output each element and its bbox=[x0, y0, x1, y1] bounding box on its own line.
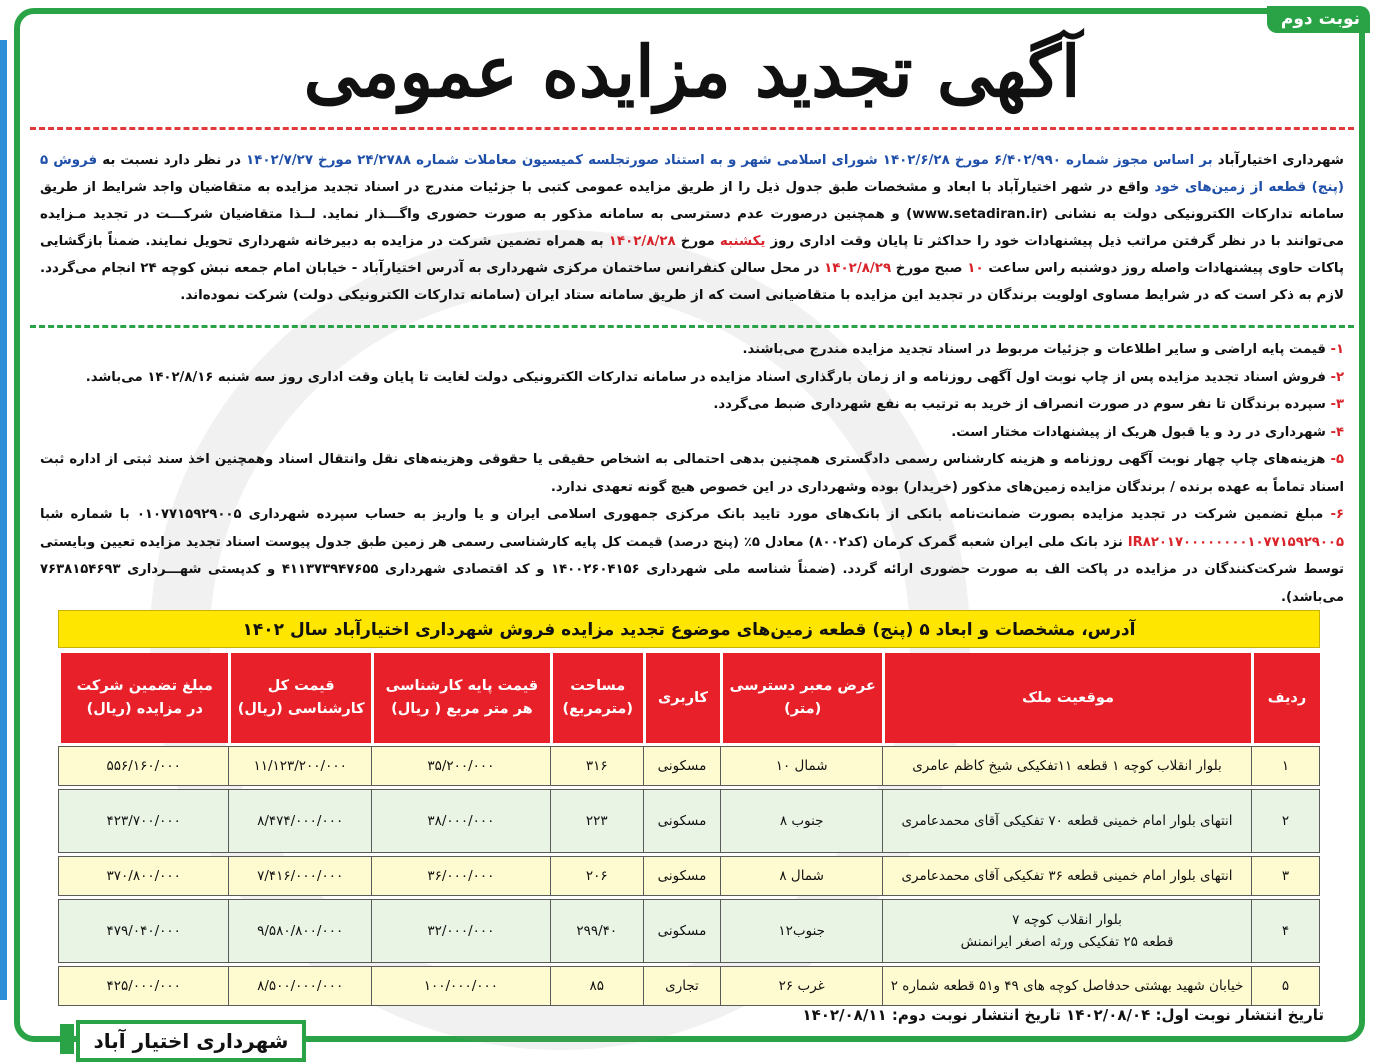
header-usage: کاربری bbox=[643, 653, 721, 743]
cell-area: ۲۰۶ bbox=[550, 856, 643, 896]
cell-location bbox=[882, 899, 1251, 963]
cell-total-price: ۱۱/۱۲۳/۲۰۰/۰۰۰ bbox=[228, 746, 370, 786]
header-row-number: ردیف bbox=[1251, 653, 1320, 743]
cell-location: انتهای بلوار امام خمینی قطعه ۷۰ تفکیکی آقای محمدعامری bbox=[882, 789, 1251, 853]
condition-item bbox=[40, 419, 1344, 447]
intro-part: در محل سالن کنفرانس ساختمان مرکزی شهرداری به آدرس اختیارآباد - خیابان امام جمعه نبش کوچه ۲۴ انجام می‌گردد. لازم به ذکر است که در شرایط مساوی اولویت برندگان در تجدید این مزایده با متقاضیانی است که از طریق سامانه ستاد ایران (سامانه تدارکات الکترونیکی دولت) شرکت نموده‌اند. bbox=[40, 261, 1344, 303]
cell-row-number: ۳ bbox=[1251, 856, 1320, 896]
header-total-price: قیمت کل کارشناسی (ریال) bbox=[228, 653, 370, 743]
condition-number: ۲- bbox=[1330, 369, 1344, 385]
cell-base-price: ۳۵/۲۰۰/۰۰۰ bbox=[371, 746, 550, 786]
intro-paragraph bbox=[40, 147, 1344, 309]
table-header-row bbox=[58, 653, 1320, 743]
condition-number: ۱- bbox=[1330, 342, 1344, 357]
divider-green bbox=[30, 325, 1354, 328]
header-guarantee: مبلغ تضمین شرکت در مزایده (ریال) bbox=[58, 653, 228, 743]
cell-access-width: شمال ۸ bbox=[720, 856, 882, 896]
condition-text: فروش اسناد تجدید مزایده پس از چاپ نوبت اول آگهی روزنامه و از زمان بارگذاری اسناد مزایده در سامانه تدارکات الکترونیکی دولت لغایت تا پایان وقت اداری روز سه شنبه ۱۴۰۲/۸/۱۶ می‌باشد. bbox=[85, 369, 1331, 385]
cell-location: خیابان شهید بهشتی حدفاصل کوچه های ۴۹ و۵۱ قطعه شماره ۲ bbox=[882, 966, 1251, 1006]
lots-table bbox=[58, 650, 1320, 1009]
notice-headline: آگهی تجدید مزایده عمومی bbox=[303, 30, 1081, 113]
cell-usage: مسکونی bbox=[643, 899, 721, 963]
cell-location-line: قطعه ۲۵ تفکیکی ورثه اصغر ایرانمنش bbox=[960, 934, 1174, 950]
condition-number: ۵- bbox=[1330, 452, 1344, 467]
cell-access-width: جنوب ۸ bbox=[720, 789, 882, 853]
cell-total-price: ۷/۴۱۶/۰۰۰/۰۰۰ bbox=[228, 856, 370, 896]
second-publication-label: تاریخ انتشار نوبت دوم: bbox=[891, 1006, 1061, 1024]
cell-guarantee: ۳۷۰/۸۰۰/۰۰۰ bbox=[58, 856, 228, 896]
cell-location-line: بلوار انقلاب کوچه ۷ bbox=[1012, 912, 1122, 928]
condition-text: هزینه‌های چاپ چهار نوبت آگهی روزنامه و هزینه کارشناس رسمی دادگستری همچنین بدهی احتمالی به اشخاص حقیقی یا حقوقی وهزینه‌های نقل وانتقال اسناد وهمچنین اخذ سند ثبتی از اداره ثبت اسناد تماماً به عهده برنده / برندگان مزایده زمین‌های مذکور (خریدار) بوده وشهرداری در این خصوص هیچ گونه تعهدی ندارد. bbox=[40, 452, 1344, 495]
left-edge-stripe bbox=[0, 40, 7, 1000]
cell-access-width: شمال ۱۰ bbox=[720, 746, 882, 786]
cell-location: انتهای بلوار امام خمینی قطعه ۳۶ تفکیکی آقای محمدعامری bbox=[882, 856, 1251, 896]
intro-part: به همراه تضمین شرکت در مزایده به دبیرخانه شهرداری تحویل نمایند. ضمناً بازگشایی پاکات حاوی پیشنهادات واصله روز دوشنبه راس ساعت bbox=[40, 234, 1344, 276]
cell-total-price: ۸/۴۷۴/۰۰۰/۰۰۰ bbox=[228, 789, 370, 853]
intro-highlight-deadline: ۱۴۰۲/۸/۲۸ bbox=[608, 234, 676, 249]
municipality-signature: شهرداری اختیار آباد bbox=[76, 1020, 306, 1062]
condition-text-continued: نزد بانک ملی ایران شعبه گمرک کرمان (کد۸۰۰۲) معادل ۵٪ (پنج درصد) قیمت کل پایه کارشناسی رسمی هر زمین طبق جدول پیوست اسناد تجدید مزایده تعیین وبایستی توسط شرکت‌کنندگان در مزایده در پاکت الف به صورت حضوری ارائه گردد. (ضمناً شناسه ملی شهرداری ۱۴۰۰۲۶۰۴۱۵۶ و کد اقتصادی شهرداری ۴۱۱۳۷۳۹۴۷۶۵۵ و کدپستی شهـــرداری ۷۶۳۸۱۵۴۶۹۳ می‌باشد). bbox=[40, 534, 1345, 605]
intro-part: مورخ bbox=[675, 234, 720, 249]
divider-red bbox=[30, 127, 1354, 130]
cell-guarantee: ۴۲۵/۰۰۰/۰۰۰ bbox=[58, 966, 228, 1006]
condition-number: ۴- bbox=[1330, 424, 1344, 440]
table-row bbox=[58, 856, 1320, 896]
header-location: موقعیت ملک bbox=[882, 653, 1251, 743]
condition-text: شهرداری در رد و یا قبول هریک از پیشنهادات مختار است. bbox=[951, 424, 1331, 440]
intro-part: شهرداری اختیارآباد bbox=[1212, 153, 1344, 168]
cell-row-number: ۲ bbox=[1251, 789, 1320, 853]
first-publication-label: تاریخ انتشار نوبت اول: bbox=[1155, 1006, 1324, 1024]
shaba-number: IR۸۲۰۱۷۰۰۰۰۰۰۰۰۱۰۷۷۱۵۹۲۹۰۰۵ bbox=[1127, 534, 1345, 550]
cell-guarantee: ۵۵۶/۱۶۰/۰۰۰ bbox=[58, 746, 228, 786]
cell-usage: مسکونی bbox=[643, 789, 721, 853]
condition-text: سپرده برندگان تا نفر سوم در صورت انصراف از خرید به ترتیب به نفع شهرداری ضبط می‌گردد. bbox=[713, 397, 1331, 412]
conditions-list bbox=[40, 336, 1344, 611]
cell-usage: مسکونی bbox=[643, 746, 721, 786]
cell-access-width: جنوب۱۲ bbox=[720, 899, 882, 963]
intro-part: در نظر دارد نسبت به bbox=[97, 153, 246, 168]
edition-badge: نوبت دوم bbox=[1267, 6, 1370, 33]
header-access-width: عرض معبر دسترسی (متر) bbox=[720, 653, 882, 743]
cell-area: ۸۵ bbox=[550, 966, 643, 1006]
table-row bbox=[58, 746, 1320, 786]
condition-number: ۶- bbox=[1330, 507, 1344, 522]
condition-item bbox=[40, 364, 1344, 392]
cell-usage: تجاری bbox=[643, 966, 721, 1006]
cell-base-price: ۳۲/۰۰۰/۰۰۰ bbox=[371, 899, 550, 963]
intro-highlight-permit: بر اساس مجوز شماره ۶/۴۰۲/۹۹۰ مورخ ۱۴۰۲/۶/۲۸ شورای اسلامی شهر و به استناد صورتجلسه کمیسیون معاملات شماره ۲۴/۲۷۸۸ مورخ ۱۴۰۲/۷/۲۷ bbox=[246, 153, 1213, 168]
intro-highlight-day: یکشنبه bbox=[719, 234, 766, 249]
cell-row-number: ۵ bbox=[1251, 966, 1320, 1006]
cell-guarantee: ۴۷۹/۰۴۰/۰۰۰ bbox=[58, 899, 228, 963]
cell-row-number: ۴ bbox=[1251, 899, 1320, 963]
cell-base-price: ۳۸/۰۰۰/۰۰۰ bbox=[371, 789, 550, 853]
first-publication-date: ۱۴۰۲/۰۸/۰۴ bbox=[1066, 1006, 1151, 1024]
intro-highlight-sale: فروش ۵ (پنج) قطعه از زمین‌های خود bbox=[40, 153, 1344, 195]
cell-access-width: غرب ۲۶ bbox=[720, 966, 882, 1006]
intro-part: واقع در شهر اختیارآباد با ابعاد و مشخصات طبق جدول ذیل را از طریق مزایده عمومی کتبی با جزئیات مندرج در اسناد تجدید مزایده به متقاضیان واجد شرایط از طریق سامانه تدارکات الکترونیکی دولت به نشانی (www.setadiran.ir) و همچنین درصورت عدم دسترسی به سامانه مذکور به صورت حضوری واگـــذار نماید. لــذا متقاضیان شرکـــت در تجدید مـزایده می‌توانند با در نظر گرفتن مراتب ذیل پیشنهادات خود را حداکثر تا پایان وقت اداری روز bbox=[40, 180, 1344, 249]
cell-total-price: ۸/۵۰۰/۰۰۰/۰۰۰ bbox=[228, 966, 370, 1006]
cell-area: ۲۲۳ bbox=[550, 789, 643, 853]
condition-item bbox=[40, 446, 1344, 501]
condition-item bbox=[40, 336, 1344, 364]
table-title: آدرس، مشخصات و ابعاد ۵ (پنج) قطعه زمین‌های موضوع تجدید مزایده فروش شهرداری اختیارآباد سال ۱۴۰۲ bbox=[58, 610, 1320, 648]
cell-location: بلوار انقلاب کوچه ۱ قطعه ۱۱تفکیکی شیخ کاظم عامری bbox=[882, 746, 1251, 786]
condition-text: قیمت پایه اراضی و سایر اطلاعات و جزئیات مربوط در اسناد تجدید مزایده مندرج می‌باشند. bbox=[742, 342, 1331, 357]
cell-total-price: ۹/۵۸۰/۸۰۰/۰۰۰ bbox=[228, 899, 370, 963]
intro-part: صبح مورخ bbox=[891, 261, 968, 276]
second-publication-date: ۱۴۰۲/۰۸/۱۱ bbox=[802, 1006, 887, 1024]
cell-base-price: ۱۰۰/۰۰۰/۰۰۰ bbox=[371, 966, 550, 1006]
cell-usage: مسکونی bbox=[643, 856, 721, 896]
condition-item bbox=[40, 391, 1344, 419]
table-row bbox=[58, 966, 1320, 1006]
cell-base-price: ۳۶/۰۰۰/۰۰۰ bbox=[371, 856, 550, 896]
intro-highlight-hour: ۱۰ bbox=[967, 261, 984, 276]
condition-number: ۳- bbox=[1330, 397, 1344, 412]
intro-highlight-opening-date: ۱۴۰۲/۸/۲۹ bbox=[824, 261, 892, 276]
condition-text: مبلغ تضمین شرکت در تجدید مزایده بصورت ضمانت‌نامه بانکی از بانک‌های مورد تایید بانک مرکزی جمهوری اسلامی ایران و یا واریز به حساب سپرده شهرداری ۰۱۰۷۷۱۵۹۲۹۰۰۵ با شماره شبا bbox=[40, 507, 1331, 522]
header-area: مساحت (مترمربع) bbox=[550, 653, 643, 743]
cell-area: ۳۱۶ bbox=[550, 746, 643, 786]
cell-area: ۲۹۹/۴۰ bbox=[550, 899, 643, 963]
header-base-price: قیمت پایه کارشناسی هر متر مربع ( ریال) bbox=[371, 653, 550, 743]
cell-row-number: ۱ bbox=[1251, 746, 1320, 786]
footer-accent-bar bbox=[60, 1024, 74, 1054]
condition-item bbox=[40, 501, 1344, 611]
cell-guarantee: ۴۲۳/۷۰۰/۰۰۰ bbox=[58, 789, 228, 853]
table-row bbox=[58, 899, 1320, 963]
table-row bbox=[58, 789, 1320, 853]
